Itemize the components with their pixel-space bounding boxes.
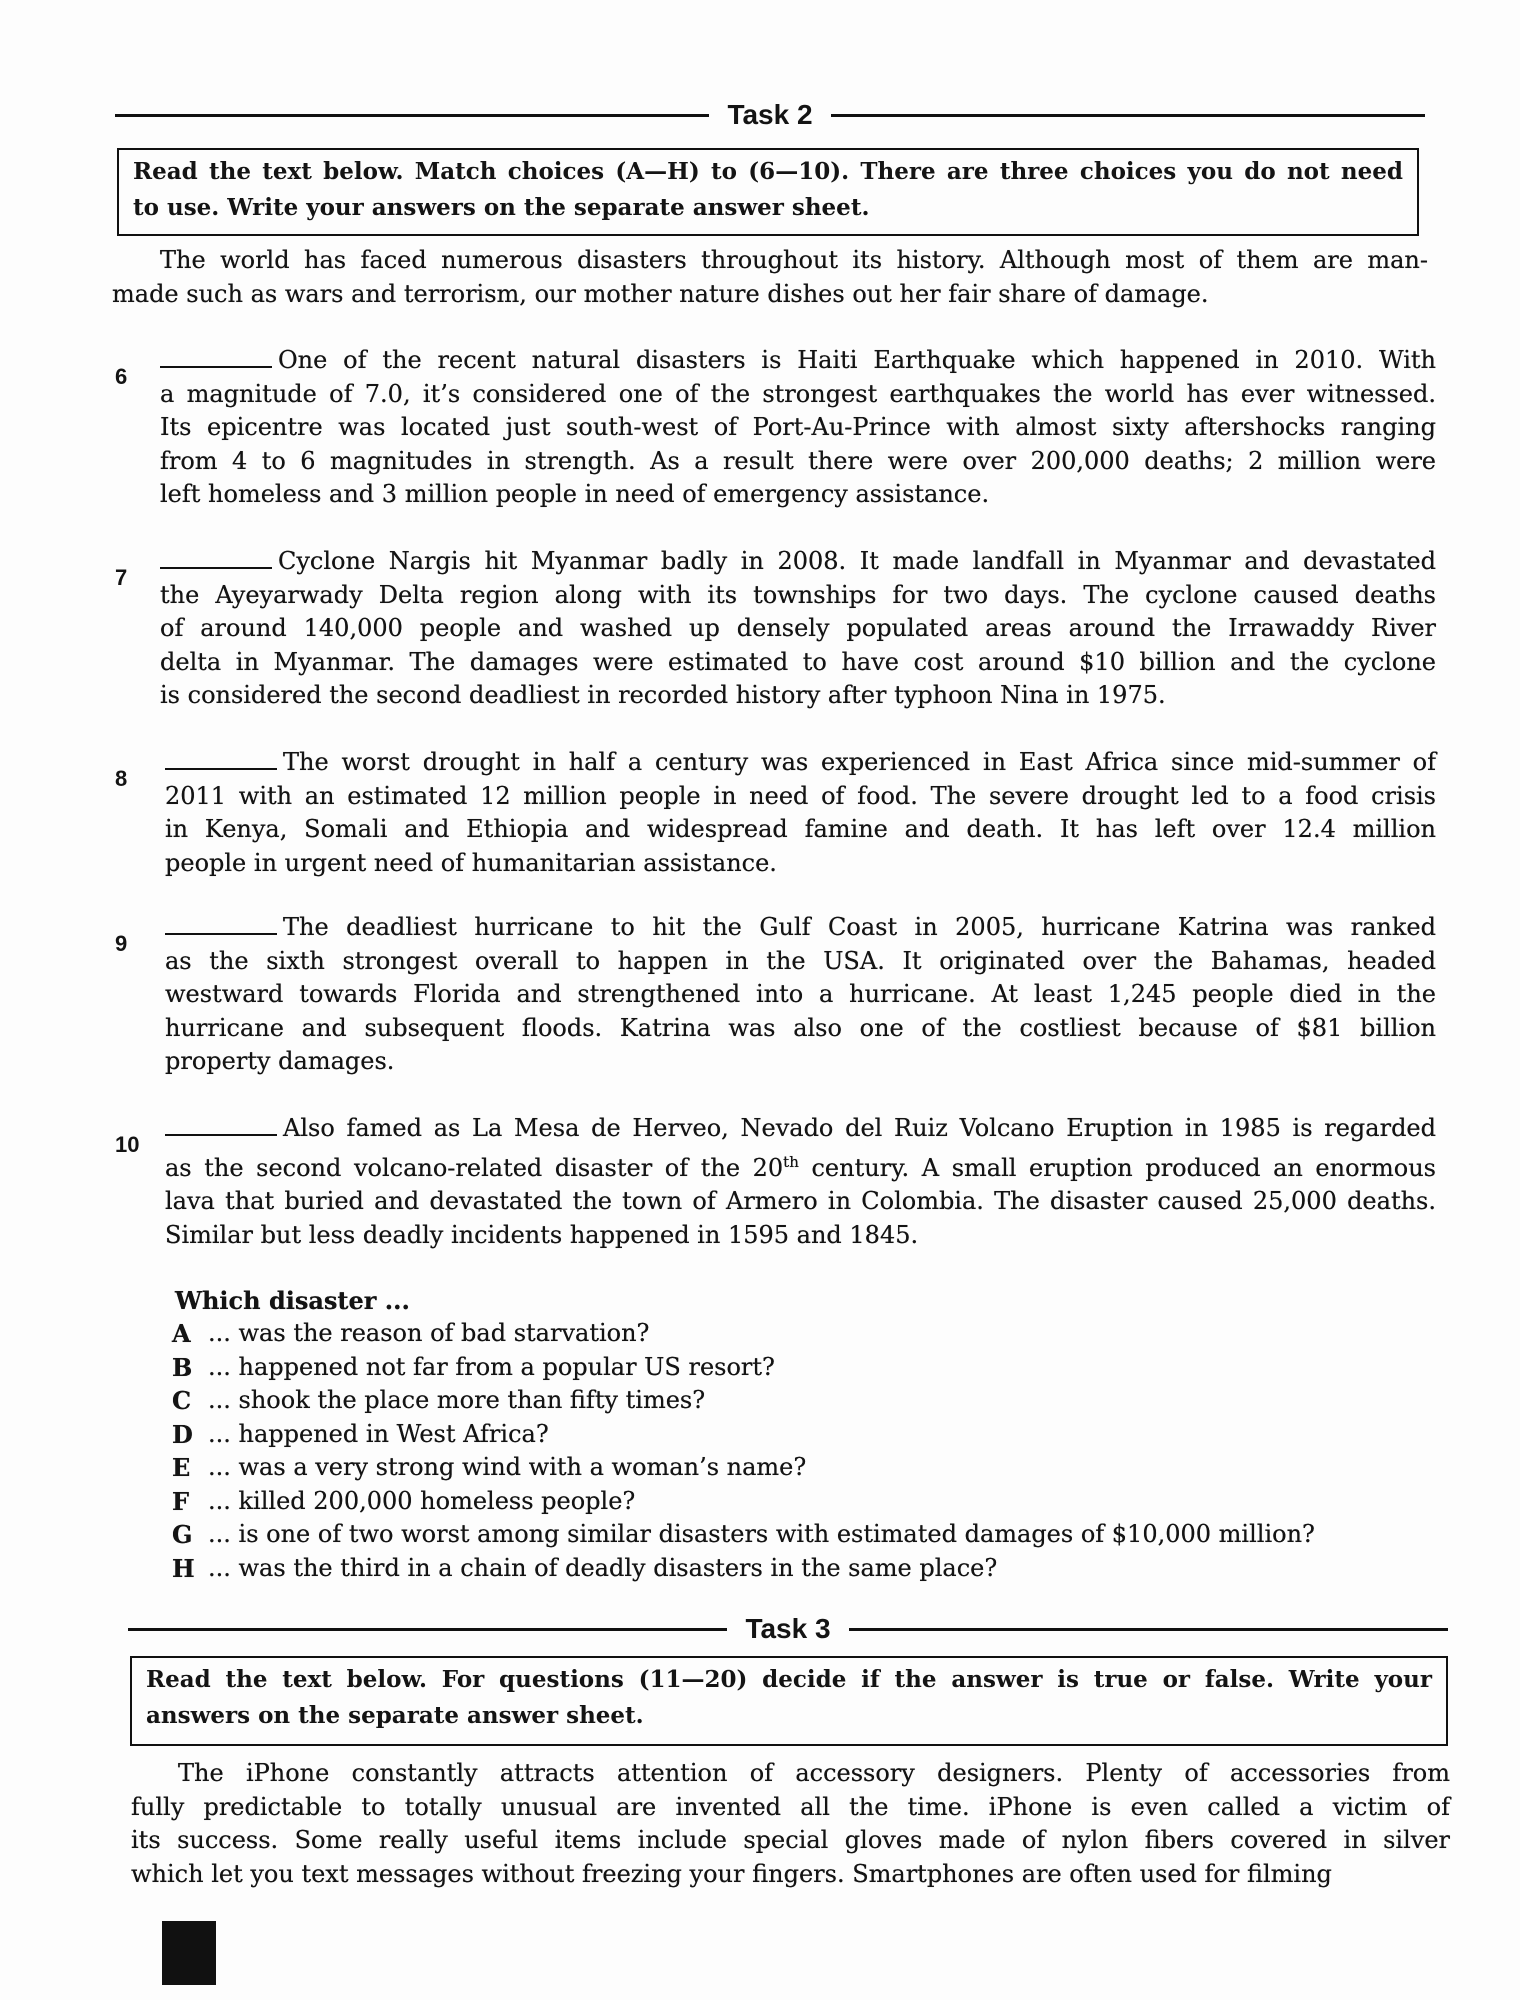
choice-text: ... happened not far from a popular US resort? — [208, 1352, 775, 1381]
text-line: in Kenya, Somali and Ethiopia and widespread famine and death. It has left over 12.4 million — [165, 815, 1436, 843]
text-line — [165, 911, 1436, 945]
text-line: westward towards Florida and strengthened into a hurricane. At least 1,245 people died in the — [165, 980, 1436, 1008]
line-text: The deadliest hurricane to hit the Gulf Coast in 2005, hurricane Katrina was ranked — [283, 913, 1436, 941]
choice-G — [172, 1518, 1315, 1552]
choice-F — [172, 1485, 1315, 1519]
choice-H — [172, 1552, 1315, 1586]
answer-blank[interactable] — [165, 915, 277, 935]
task2-heading — [115, 95, 1425, 135]
divider — [831, 114, 1425, 117]
text-line: Similar but less deadly incidents happened in 1595 and 1845. — [165, 1220, 919, 1249]
task3-text — [131, 1757, 1450, 1891]
choice-C — [172, 1384, 1315, 1418]
text-line: lava that buried and devastated the town of Armero in Colombia. The disaster caused 25,000 deaths. — [165, 1187, 1436, 1215]
text-line: answers on the separate answer sheet. — [146, 1702, 644, 1729]
text-line: hurricane and subsequent floods. Katrina was also one of the costliest because of $81 billion — [165, 1013, 1436, 1042]
divider — [128, 1628, 727, 1631]
text-line: left homeless and 3 million people in need of emergency assistance. — [160, 480, 990, 508]
task-title: Task 2 — [727, 99, 813, 130]
choice-letter: F — [172, 1486, 190, 1516]
divider — [115, 114, 709, 117]
item-number: 8 — [115, 766, 128, 791]
choice-D — [172, 1418, 1315, 1452]
choice-letter: E — [172, 1453, 191, 1482]
text-line: a magnitude of 7.0, it’s considered one of the strongest earthquakes the world has ever witnessed. — [160, 379, 1436, 408]
text-line: made such as wars and terrorism, our mother nature dishes out her fair share of damage. — [112, 279, 1209, 308]
choice-text: ... was the reason of bad starvation? — [208, 1319, 650, 1347]
choice-text: ... shook the place more than fifty times? — [208, 1386, 706, 1414]
text-line: from 4 to 6 magnitudes in strength. As a result there were over 200,000 deaths; 2 million were — [160, 446, 1436, 475]
task3-instructions — [130, 1656, 1448, 1746]
choice-text: ... happened in West Africa? — [208, 1419, 549, 1448]
page-number-mark — [162, 1921, 216, 1985]
text-line: as the second volcano-related disaster of the 20th century. A small eruption produced an enormous — [165, 1152, 1436, 1182]
text-line: as the sixth strongest overall to happen in the USA. It originated over the Bahamas, headed — [165, 946, 1436, 975]
choice-letter: D — [172, 1419, 193, 1449]
item-7-text — [160, 545, 1436, 713]
text-line: the Ayeyarwady Delta region along with its townships for two days. The cyclone caused deaths — [160, 580, 1436, 609]
text-line: Its epicentre was located just south-west of Port-Au-Prince with almost sixty aftershocks ranging — [160, 413, 1436, 441]
choice-text: ... killed 200,000 homeless people? — [208, 1486, 636, 1515]
line-text: One of the recent natural disasters is Haiti Earthquake which happened in 2010. With — [278, 346, 1436, 374]
text-line — [160, 545, 1436, 579]
choice-letter: G — [172, 1520, 193, 1549]
text-line: Read the text below. For questions (11—20) decide if the answer is true or false. Write your — [146, 1666, 1432, 1693]
choice-text: ... was a very strong wind with a woman’s name? — [208, 1453, 807, 1481]
text-line: is considered the second deadliest in recorded history after typhoon Nina in 1975. — [160, 681, 1166, 709]
choice-letter: C — [172, 1386, 192, 1415]
question-label: Which disaster ... — [175, 1286, 410, 1315]
text-line — [165, 746, 1436, 780]
choice-letter: H — [172, 1553, 195, 1583]
text-line: to use. Write your answers on the separate answer sheet. — [133, 194, 870, 221]
text-line: The iPhone constantly attracts attention of accessory designers. Plenty of accessories from — [178, 1759, 1450, 1787]
item-9-text — [165, 911, 1436, 1079]
text-line — [160, 344, 1436, 378]
line-text: Also famed as La Mesa de Herveo, Nevado del Ruiz Volcano Eruption in 1985 is regarded — [283, 1114, 1436, 1142]
choice-A — [172, 1317, 1315, 1351]
text-line: 2011 with an estimated 12 million people in need of food. The severe drought led to a food crisis — [165, 781, 1436, 810]
item-number: 6 — [115, 364, 128, 389]
text-line: its success. Some really useful items include special gloves made of nylon fibers covered in silver — [131, 1826, 1450, 1854]
item-6-text — [160, 344, 1436, 512]
task2-instructions — [117, 148, 1419, 236]
task3-heading — [128, 1609, 1448, 1649]
text-line: people in urgent need of humanitarian assistance. — [165, 848, 777, 877]
answer-blank[interactable] — [165, 1116, 277, 1136]
answer-blank[interactable] — [165, 750, 277, 770]
item-8-text — [165, 746, 1436, 880]
choice-text: ... was the third in a chain of deadly disasters in the same place? — [208, 1553, 998, 1582]
text-line: Read the text below. Match choices (A—H) to (6—10). There are three choices you do not need — [133, 158, 1403, 185]
text-line: fully predictable to totally unusual are invented all the time. iPhone is even called a victim of — [131, 1792, 1450, 1821]
answer-blank[interactable] — [160, 348, 272, 368]
choices-list — [172, 1317, 1315, 1585]
task2-intro — [112, 244, 1428, 311]
text-line — [165, 1112, 1436, 1146]
superscript: th — [783, 1152, 799, 1171]
line-text: Cyclone Nargis hit Myanmar badly in 2008. It made landfall in Myanmar and devastated — [278, 547, 1436, 575]
item-number: 10 — [115, 1132, 140, 1157]
line-text: The worst drought in half a century was experienced in East Africa since mid-summer of — [283, 748, 1436, 776]
divider — [849, 1628, 1448, 1631]
text-line: delta in Myanmar. The damages were estimated to have cost around $10 billion and the cyclone — [160, 647, 1436, 676]
task-title: Task 3 — [745, 1613, 831, 1644]
choice-B — [172, 1351, 1315, 1385]
text-line: The world has faced numerous disasters throughout its history. Although most of them are man- — [160, 246, 1428, 274]
choice-E — [172, 1451, 1315, 1485]
item-10-text — [165, 1112, 1436, 1252]
text-line: which let you text messages without freezing your fingers. Smartphones are often used for filming — [131, 1859, 1332, 1888]
text-line: of around 140,000 people and washed up densely populated areas around the Irrawaddy River — [160, 614, 1436, 642]
text-line: property damages. — [165, 1047, 395, 1075]
choice-text: ... is one of two worst among similar disasters with estimated damages of $10,000 million? — [208, 1520, 1315, 1548]
answer-blank[interactable] — [160, 549, 272, 569]
choice-letter: B — [172, 1352, 193, 1382]
item-number: 9 — [115, 931, 128, 956]
choice-letter: A — [172, 1319, 191, 1348]
item-number: 7 — [115, 565, 128, 590]
